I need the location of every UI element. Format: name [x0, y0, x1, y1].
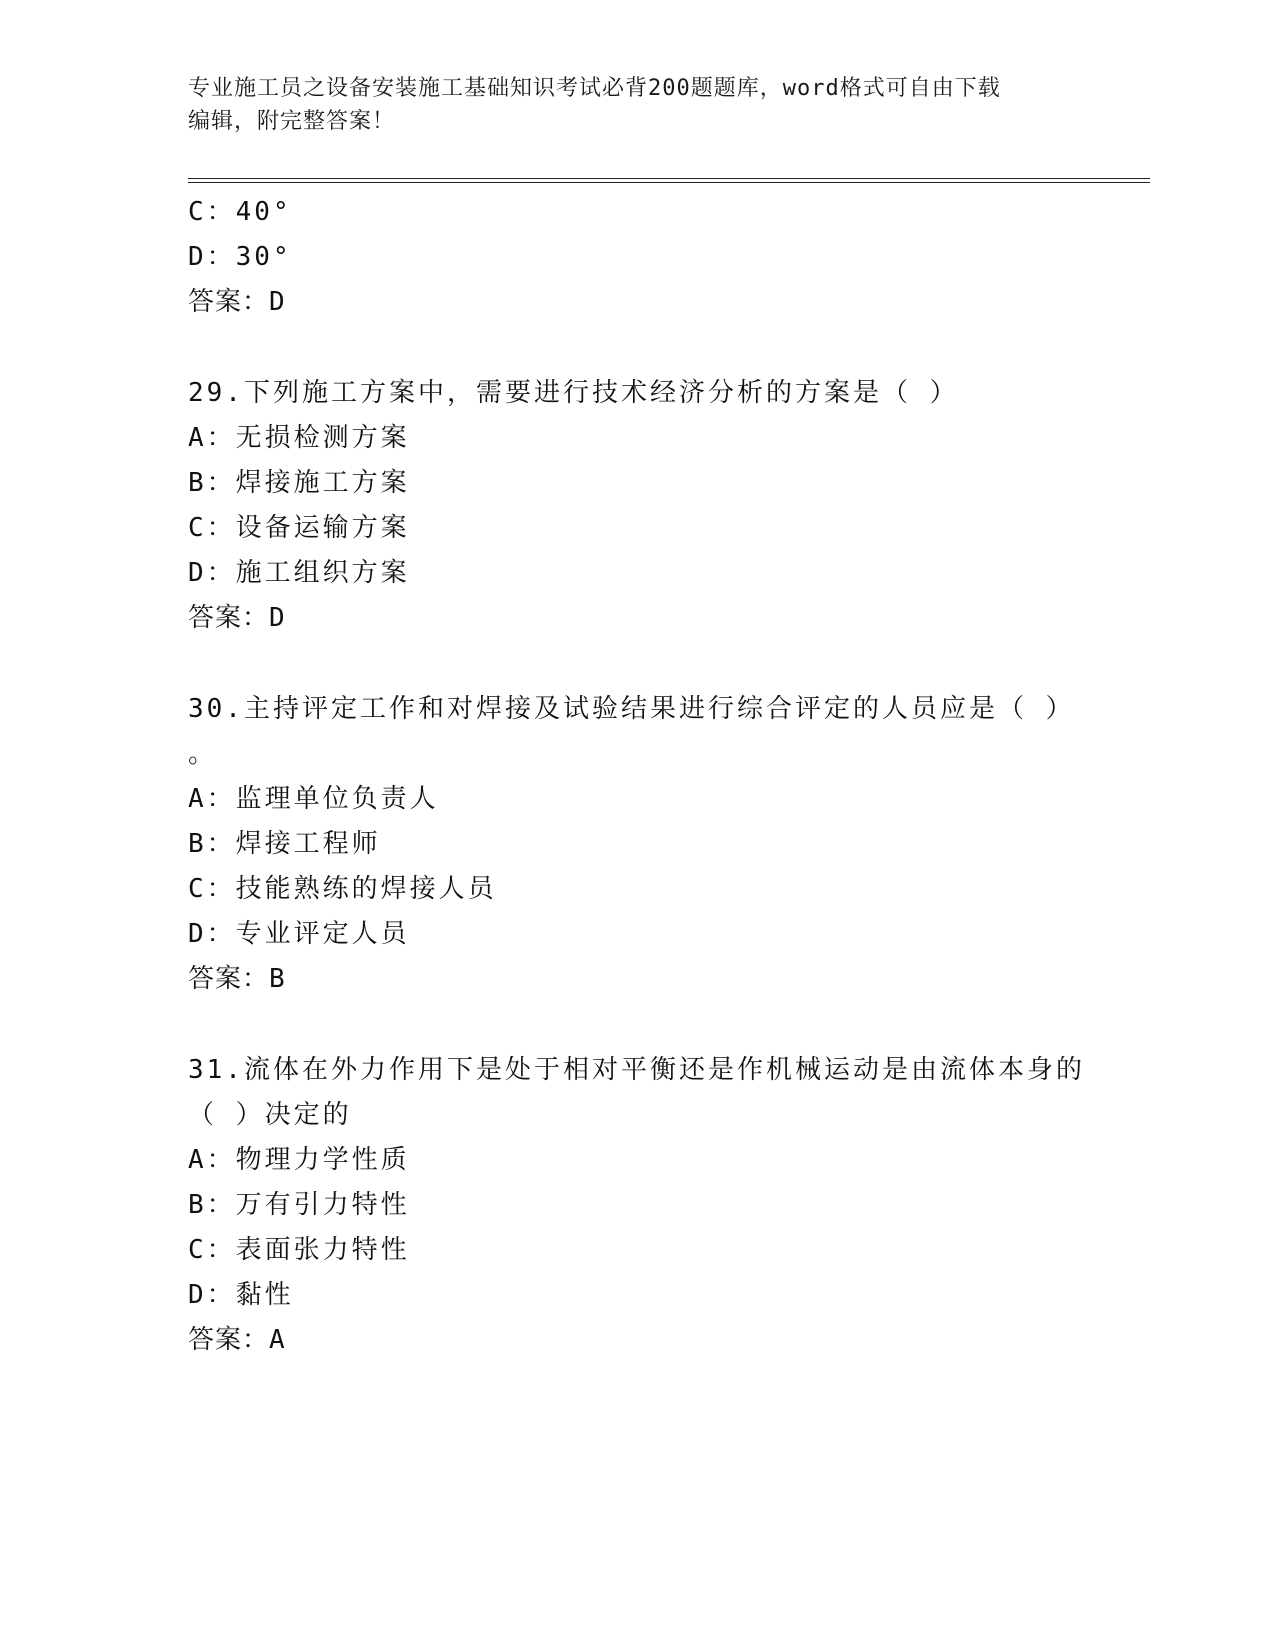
q29-answer: 答案：D	[188, 603, 286, 633]
header-line-2: 编辑，附完整答案！	[188, 109, 396, 134]
q30-answer: 答案：B	[188, 964, 286, 994]
header-rule-top	[188, 178, 1150, 179]
q31-option-a: A：物理力学性质	[188, 1145, 410, 1175]
prev-answer: 答案：D	[188, 287, 286, 317]
q29-stem: 29.下列施工方案中，需要进行技术经济分析的方案是（ ）	[188, 378, 959, 408]
prev-option-c: C：40°	[188, 197, 292, 227]
q29-option-c: C：设备运输方案	[188, 513, 410, 543]
q29-option-b: B：焊接施工方案	[188, 468, 410, 498]
q30-option-d: D：专业评定人员	[188, 919, 410, 949]
q31-option-d: D：黏性	[188, 1280, 294, 1310]
header-line-1: 专业施工员之设备安装施工基础知识考试必背200题题库，word格式可自由下载	[188, 76, 1001, 101]
q30-option-b: B：焊接工程师	[188, 829, 381, 859]
q31-option-c: C：表面张力特性	[188, 1235, 410, 1265]
q30-option-a: A：监理单位负责人	[188, 784, 439, 814]
q30-option-c: C：技能熟练的焊接人员	[188, 874, 497, 904]
q31-option-b: B：万有引力特性	[188, 1190, 410, 1220]
prev-option-d: D：30°	[188, 242, 292, 272]
q31-answer: 答案：A	[188, 1325, 286, 1355]
q31-stem-line-2: （ ）决定的	[188, 1100, 352, 1130]
q29-option-a: A：无损检测方案	[188, 423, 410, 453]
q31-stem-line-1: 31.流体在外力作用下是处于相对平衡还是作机械运动是由流体本身的	[188, 1055, 1085, 1085]
header-rule-bottom	[188, 182, 1150, 183]
q30-stem-line-1: 30.主持评定工作和对焊接及试验结果进行综合评定的人员应是（ ）	[188, 694, 1075, 724]
document-header	[188, 72, 1068, 138]
q29-option-d: D：施工组织方案	[188, 558, 410, 588]
q30-stem-line-2: 。	[188, 739, 218, 769]
